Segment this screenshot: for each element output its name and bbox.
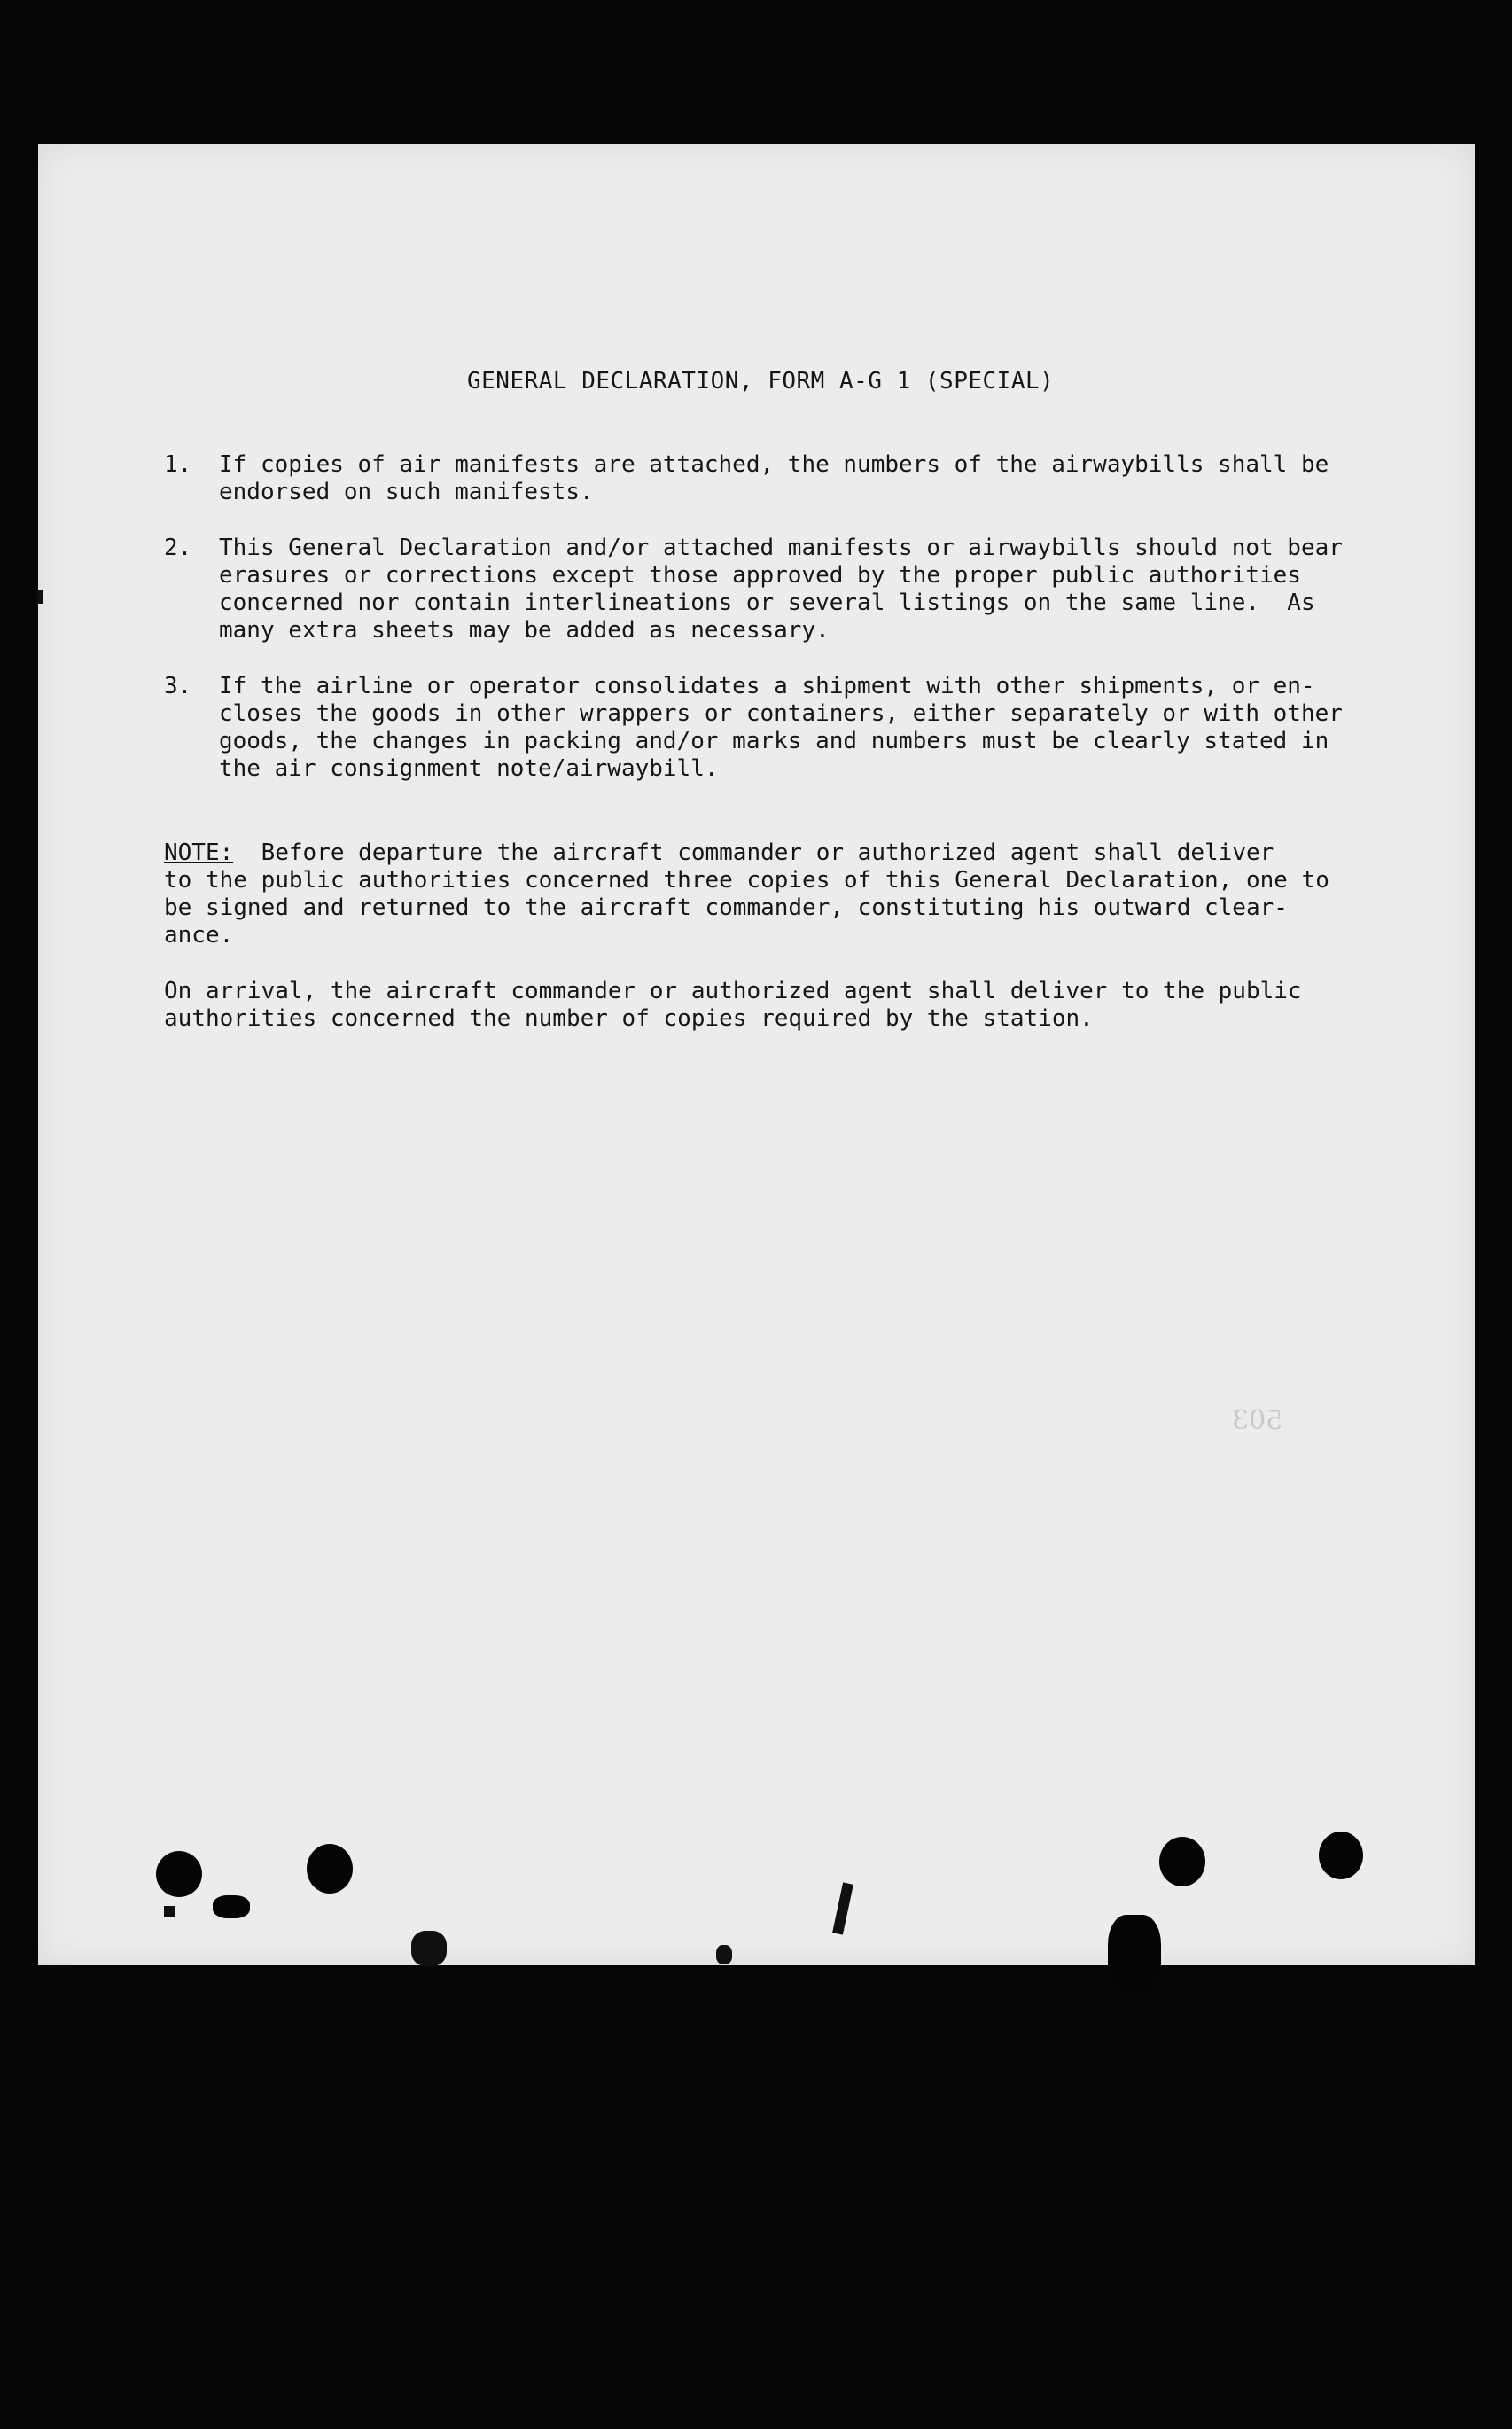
note-first-line-text: Before departure the aircraft commander or authorized agent shall deliver <box>233 840 1274 866</box>
punch-hole <box>1319 1832 1363 1879</box>
item-2-number: 2. <box>164 535 192 561</box>
item-1-line-2: endorsed on such manifests. <box>219 479 594 505</box>
paper-tear <box>1108 1915 1161 1999</box>
note-line-3: be signed and returned to the aircraft commander, constituting his outward clear- <box>164 894 1288 921</box>
note-first-line <box>164 840 1274 867</box>
paper-tear <box>213 1895 250 1918</box>
note-line-2: to the public authorities concerned three copies of this General Declaration, one to <box>164 867 1329 894</box>
item-3-line-3: goods, the changes in packing and/or marks and numbers must be clearly stated in <box>219 728 1329 754</box>
item-1-line-1: If copies of air manifests are attached, the numbers of the airwaybills shall be <box>219 451 1329 478</box>
paper-sheet <box>38 144 1475 1965</box>
punch-hole <box>156 1851 202 1897</box>
item-2-line-3: concerned nor contain interlineations or several listings on the same line. As <box>219 590 1315 616</box>
punch-hole <box>1159 1837 1205 1886</box>
arrival-line-1: On arrival, the aircraft commander or authorized agent shall deliver to the public <box>164 978 1302 1004</box>
ink-speck <box>716 1945 732 1964</box>
faint-bleed-through-mark: 503 <box>1232 1405 1283 1436</box>
arrival-line-2: authorities concerned the number of copies required by the station. <box>164 1005 1094 1032</box>
item-3-number: 3. <box>164 673 192 699</box>
note-label: NOTE: <box>164 840 234 866</box>
ink-speck <box>37 590 43 604</box>
item-3-line-2: closes the goods in other wrappers or containers, either separately or with other <box>219 700 1343 727</box>
form-title: GENERAL DECLARATION, FORM A-G 1 (SPECIAL) <box>467 368 1055 394</box>
item-2-line-2: erasures or corrections except those approved by the proper public authorities <box>219 562 1301 589</box>
punch-hole <box>307 1844 353 1894</box>
note-line-4: ance. <box>164 922 234 949</box>
item-2-line-1: This General Declaration and/or attached manifests or airwaybills should not bear <box>219 535 1343 561</box>
ink-speck <box>411 1931 447 1966</box>
item-3-line-1: If the airline or operator consolidates a shipment with other shipments, or en- <box>219 673 1315 699</box>
item-1-number: 1. <box>164 451 192 478</box>
item-2-line-4: many extra sheets may be added as necessary. <box>219 617 830 644</box>
item-3-line-4: the air consignment note/airwaybill. <box>219 755 719 782</box>
ink-speck <box>164 1906 175 1917</box>
